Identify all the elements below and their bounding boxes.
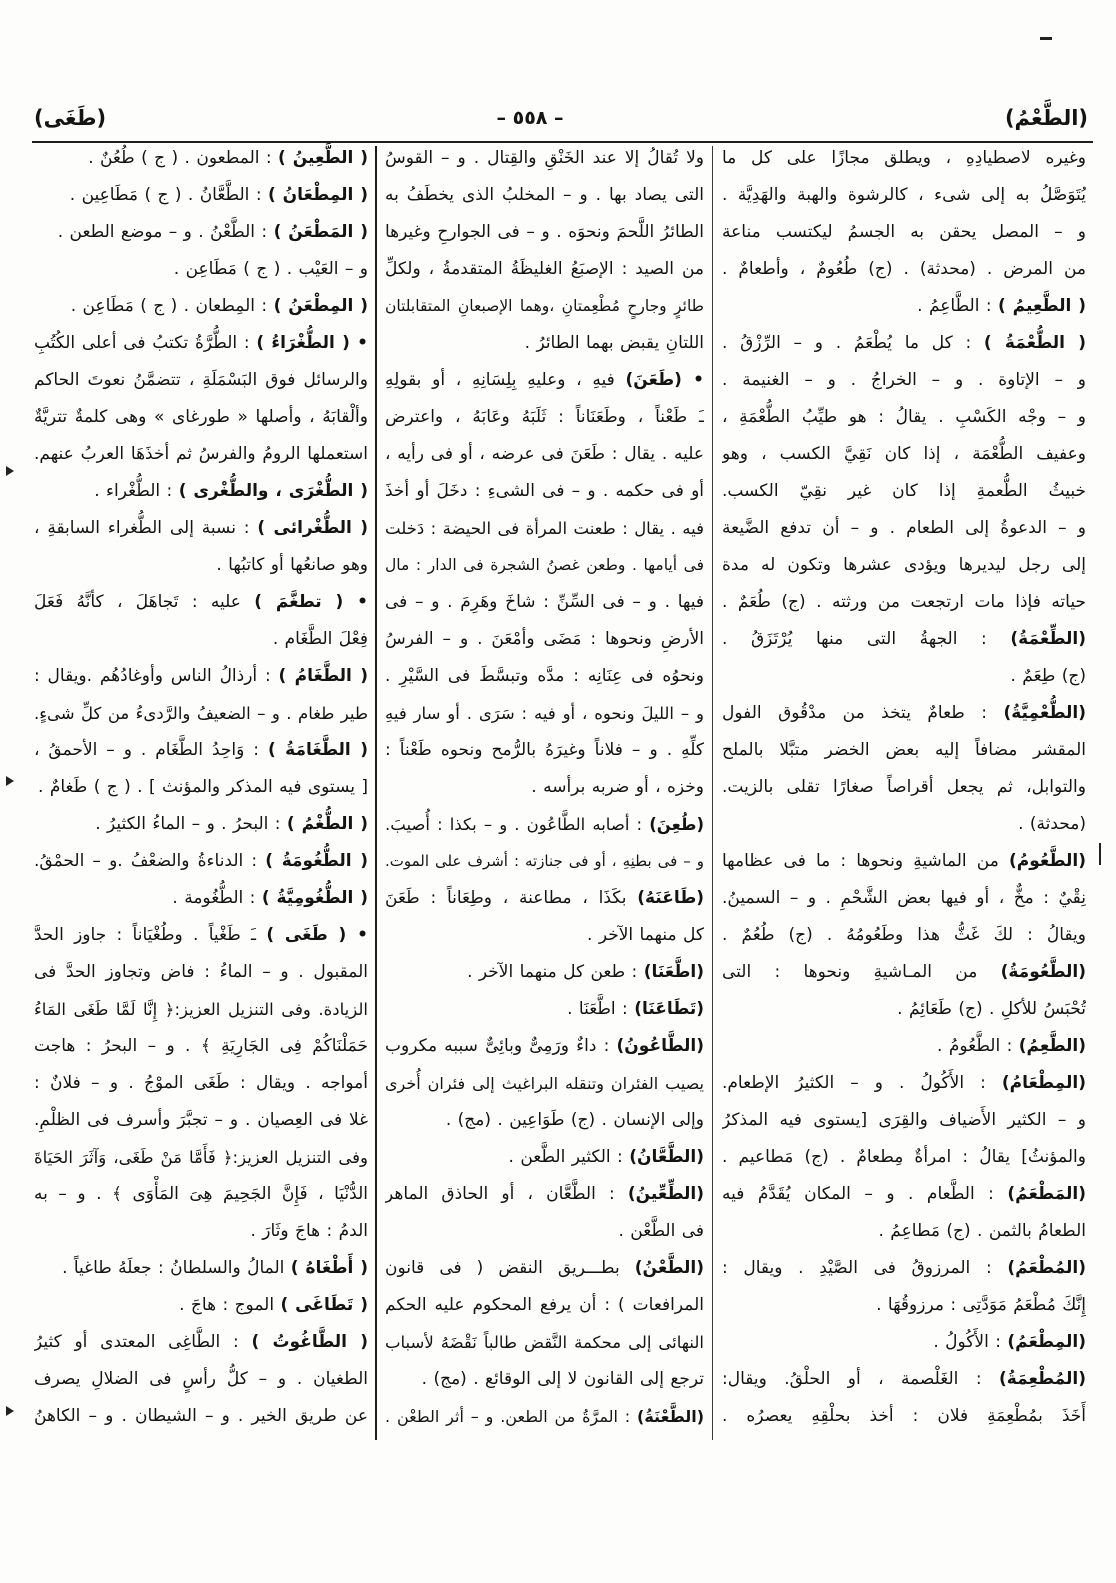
headword: (الطَّعْنَةُ) [637,1407,704,1426]
scan-mark [6,466,14,476]
text-line: والمؤنثُ] يقالُ : امرأةٌ مِطعامٌ . (ج) مَطاعيم . [722,1147,1086,1167]
text-line: غلا فى العِصيان . و – تجبَّرَ وأسرف فى الظلْمِ. [34,1110,368,1130]
headword: ( المَطْعَنُ ) [273,222,368,242]
headword: (الطَّاعُونُ) [616,1036,704,1056]
headword: ( الطُّغْمُ ) [286,814,368,834]
text-line: (المُطْعِمَةُ) : الغَلْصمة ، أو الحلْقُ. ويقال: [722,1369,1086,1389]
text-line: عليه . يقال : طَعَنَ فى عرضه ، أو فى رأيه ، [385,444,704,464]
guide-word-left: (طَغَى) [34,106,107,130]
text-line: (طُعِنَ) : أصابه الطَّاعُون . و – بكذا : أُصيبَ. [385,815,704,834]
headword: • ( الطُّغْرَاءُ ) [256,333,368,353]
text-line: ( الطُّغُومِيَّةُ ) : الطُّغُومة . [172,888,368,908]
headword: ( الطُّغُومَةُ ) [265,851,368,871]
column-left [34,140,368,1440]
headword: (المُطْعِمَةُ) [998,1369,1086,1389]
headword: ( الطَّغَامُ ) [278,666,368,686]
headword: (الطَّعْنُ) [634,1258,704,1278]
text-line: و – الليلَ ونحوه ، أو فيه : سَرَى . أو سار فيهِ [385,704,704,723]
headword: (المِطْعَامُ) [1001,1073,1086,1093]
text-line: ( المِطْعَانُ ) : الطَّعَّانُ . ( ج ) مَطَاعِين . [69,185,368,205]
text-line: والرسائل فوق البَسْمَلَةِ ، تتضمَّنُ نعوتَ الحاكم [34,370,368,390]
text-line: (الطِّعْمَةُ) : الجهةُ التى منها يُرْتَزَقُ . [722,629,1086,649]
text-line: المقشر مضافاً إليه بعض الخضر متبَّلا بالملح [722,740,1086,760]
headword: (الطَّعُومُ) [1008,851,1086,871]
text-line: وعفيف الطُّعْمَة ، إذا كان نَقِيَّ الكسب ، وهو [722,444,1086,464]
text-line: ونحوُه فى عِنَانِه : مدَّه وتبسَّطَ فى السَّيْرِ . [385,666,704,686]
text-line: ( المَطْعَنُ ) : الطَّعْنُ . و – موضع الطعن . [57,222,368,242]
text-line: ـَ طَعْناً ، وطَعَنَاناً : ثَلَبَهُ وعَابَهُ ، واعترض [385,407,704,427]
headword: (تَطَاعَنَا) [634,999,704,1019]
headword: (الطُّعْمِيَّةُ) [1003,703,1086,723]
text-line: المقبول . و – الماءُ : فاض وتجاوز الحدَّ فى [34,962,368,982]
text-line: (الطَّعُومُ) من الماشيةِ ونحوها : ما فى عظامها [722,851,1086,871]
text-line: (الطَّعِمُ) : الطَّعُومُ . [937,1036,1086,1056]
headword: ( أَطْغَاهُ ) [290,1258,368,1278]
headword: ( الطَّعِيمُ ) [997,296,1086,316]
text-line: ( الطَّعِينُ ) : المطعون . ( ج ) طُعُنٌ . [88,148,368,168]
text-line: أَخَذَ بمُطْعِمَةِ فلان : أخذ بحلْقِهِ يعصرُه . [722,1406,1086,1426]
headword: ( تَطَاغَى ) [280,1295,368,1315]
headword: ( الطَّغَامَةُ ) [267,740,368,760]
headword: (الطَّعِمُ) [1018,1036,1086,1056]
headword: ( المِطْعَنُ ) [273,296,368,316]
text-line: الدمُ : هاجَ وثَارَ . [250,1221,368,1241]
text-line: (الطِّعِّينُ) : الطَّعَّان ، أو الحاذق الماهر [385,1184,704,1204]
page-number: – ٥٥٨ – [496,107,564,129]
text-line: أمواجه . ويقال : طَغَى الموْجُ . و – فلانٌ : [34,1073,368,1093]
column-divider [375,146,377,1440]
text-line: أو فى حكمه . و – فى الشىءِ : دخَلَ أو أخذَ [385,481,704,501]
text-line: من الصيد : الإصبَعُ الغليظَةُ المتقدمةُ ، ولكلِّ [385,259,704,279]
headword: (الطِّعْمَةُ) [1010,629,1086,649]
text-line: (ج) طِعَمٌ . [1010,666,1086,686]
headword: ( الطُّغُومِيَّةُ ) [261,888,368,908]
scan-mark [1099,843,1101,865]
text-line: فيه . يقال : طعنت المرأة فى الحيضة : دَخلت [385,519,704,538]
text-line: ( الطُّعْمَةُ ) : كل ما يُطْعَمُ . و – الرِّزْقُ . [722,333,1086,353]
headword: ( المِطْعَانُ ) [267,185,368,205]
text-line: وإلى الإنسان . (ج) طَوَاعِين . (مج) . [445,1110,704,1130]
text-line: وفى التنزيل العزيز:﴿ فَأَمَّا مَنْ طَغَى، وَآثَرَ الحَيَاةَ [34,1148,368,1167]
text-line: ( الطُّغْمُ ) : البحرُ . و – الماءُ الكثيرُ . [95,814,368,834]
text-line: الزيادة. وفى التنزيل العزيز:﴿ إِنَّا لَمَّا طَغَى المَاءُ [34,1000,368,1019]
text-line: (طَاعَنَهُ) بكَذَا ، مطاعنة ، وطِعَاناً : طَعَنَ [385,888,704,908]
text-line: كل منهما الآخر . [587,925,704,945]
text-line: استعملها الرومُ والفرسُ ثم أخذَهَا العربُ عنهم. [34,444,368,464]
text-line: وهو صانعُها أو كاتبُها . [216,555,368,575]
text-line: وخزه ، أو ضربه برأسه . [531,777,704,797]
text-line: الدُّنْيَا ، فَإِنَّ الجَحِيمَ هِىَ المَأْوَى ﴾ . و – به [34,1184,368,1204]
text-line: • (طَعَنَ) فيهِ ، وعليهِ بِلِسَانِهِ ، أو بقولِهِ [385,370,704,390]
column-right [722,140,1086,1440]
text-line: طير طغام . و – الضعيفُ والرَّدىءُ من كلِّ شىءٍ. [34,704,368,723]
headword: (طُعِنَ) [649,815,704,834]
text-line: (اطَّعَنَا) : طعن كل منهما الآخر . [467,962,704,982]
text-line: • ( طَغَى ) ـَ طَغْياً . وطُغْيَاناً : جاوز الحدَّ [34,925,368,945]
headword: ( الطُّعْمَةُ ) [983,333,1086,353]
text-line: إلى رجل ليديرها ويؤدى عشرها وتكون له مدة [722,555,1086,575]
text-line: ( الطَّاغُوتُ ) : الطَّاغِى المعتدى أو كثيرُ [34,1332,368,1352]
text-line: (الطَّعَّانُ) : الكثير الطَّعن . [508,1147,704,1167]
text-line: و – فى بطنِهِ ، أو فى جنازته : أشرف على الموت. [385,852,704,870]
text-line: فى أيامها . وطعن غصنُ الشجرة فى الدار : مال [385,556,704,574]
headword: ( الطُّغْرائى ) [257,518,368,538]
text-line: حَمَلْنَاكُمْ فِى الجَارِيَةِ ﴾ . و – البحرُ : هاجت [34,1036,368,1056]
text-line: (المُطْعَمُ) : المرزوقُ فى الصَّيْدِ . ويقال : [722,1258,1086,1278]
text-line: يُتَوَصَّلُ به إلى شىء ، كالرشوة والهبة والهَدِيَّة . [722,185,1086,205]
text-line: (محدثة) . [1018,814,1086,834]
text-line: (المِطْعَمُ) : الأَكُولُ . [933,1332,1086,1352]
text-line: نِقْيٌ : مخٌّ ، أو فيها بعض الشَّحْمِ . و – السمينُ. [722,888,1086,908]
text-line: من المرض . (محدثة) . (ج) طُعُومٌ ، وأطعامٌ . [722,259,1086,279]
text-line: (المَطْعَمُ) : الطَّعام . و – المكان يُقَدَّمُ فيه [722,1184,1086,1204]
headword: (المَطْعَمُ) [1007,1184,1086,1204]
text-line: الأرضِ ونحوها : مَضَى وأمْعَنَ . و – الفرسُ [385,629,704,649]
text-line: تُحْبَسُ للأكلِ . (ج) طَعَائِمُ . [897,999,1086,1019]
text-line: اللتانِ يقبض بهما الطائرُ . [524,333,704,353]
headword: (الطِّعِّينُ) [627,1184,704,1204]
text-line: ويقالُ : لكَ غَثُّ هذا وطَعُومُهُ . (ج) طُعُمٌ . [722,925,1086,945]
text-line: • ( الطُّغْرَاءُ ) : الطُّرَّةُ تكتبُ فى أعلى الكُتُبِ [34,333,368,353]
text-line: والتوابل، ثم يجعل أقراصاً صغارًا تقلى بالزيت. [722,777,1086,797]
text-line: ( الطُّغُومَةُ ) : الدناءةُ والضعْفُ .و – الحمْقُ. [34,851,368,871]
headword: ( الطَّعِينُ ) [278,148,368,168]
text-line: ( الطَّغَامَةُ ) : وَاحِدُ الطَّغَام . و – الأحمقُ ، [34,740,368,760]
text-line: الطعامُ بالثمن . (ج) مَطاعِمُ . [878,1221,1086,1241]
text-line: الطائرُ اللَّحمَ ونحوَه . و – فى الجوارحِ وغيرها [385,222,704,242]
headword: (الطَّعُومَةُ) [1000,962,1086,982]
text-line: طائرٍ وجارحٍ مُطْعِمتانِ ،وهما الإصبعانِ المتقابلتان [385,297,704,315]
headword: (طَاعَنَهُ) [637,888,704,908]
text-line: و – المصل يحقن به الجسمُ ليكتسب مناعة [722,222,1086,242]
headword: • ( تطغَّمَ ) [254,592,368,612]
text-line: • ( تطغَّمَ ) عليه : تَجاهَلَ ، كأنَّهُ فَعَلَ [34,592,368,612]
text-line: ولا تُقالُ إلا عند الخَنْقِ والقِتال . و – القوسُ [385,148,704,168]
text-line: النهائى إلى محكمة النَّقض طالباً نَقْضَهُ لأسباب [385,1333,704,1352]
text-line: خبيثُ الطُّعمةِ إذا كان غير نقِيّ الكسب. [722,481,1086,501]
text-line: ( الطُّغْرائى ) : نسبة إلى الطُّغراء السابقةِ ، [34,518,368,538]
text-line: (المِطْعَامُ) : الأَكُولُ . و – الكثيرُ الإطعام. [722,1073,1086,1093]
text-line: و – الكثير الأَضياف والقِرَى [يستوى فيه المذكرُ [722,1110,1086,1130]
headword: ( الطَّاغُوتُ ) [251,1332,368,1352]
text-line: ( الطُّغْرَى ، والطُّغْرى ) : الطُّغْراء . [94,481,368,501]
text-line: (تَطَاعَنَا) : اطَّعَنَا . [567,999,704,1019]
headword: (المِطْعَمُ) [1007,1332,1086,1352]
text-line: و – وجْه الكَسْبِ . يقالُ : هو طيِّبُ الطُّعْمَةِ ، [722,407,1086,427]
text-line: الطغيان . و – كلُّ رأسٍ فى الضلالِ يصرف [34,1369,368,1389]
text-line: و – العَيْب . ( ج ) مَطَاعِن . [173,259,368,279]
text-line: ( أَطْغَاهُ ) المالُ والسلطانُ : جعلَهُ طاغياً . [62,1258,368,1278]
headword: • (طَعَنَ) [625,370,704,390]
text-line: (الطَّعْنَةُ) : المرَّةُ من الطعن. و – أثر الطعْن . [385,1407,704,1426]
text-line: التى يصاد بها . و – المخلبُ الذى يخطَفُ به [385,185,704,205]
text-line: ( المِطْعَنُ ) : المِطعان . ( ج ) مَطَاعِن . [70,296,368,316]
text-line: (الطَّاعُونُ) : داءٌ ورَمِىٌّ وبائِىٌّ سببه مكروب [385,1036,704,1056]
guide-word-right: (الطَّعْمُ) [1004,106,1088,130]
text-line: عن طريق الخير . و – الشيطان . و – الكاهنُ [34,1406,368,1426]
text-line: (الطَّعْنُ) بطـــريق النقض ( فى قانون [385,1258,704,1278]
scan-mark [6,776,14,786]
text-line: فِعْلَ الطَّغَام . [272,629,368,649]
text-line: ( الطَّغَامُ ) : أرذالُ الناس وأوغادُهُم .ويقال : [34,666,368,686]
text-line: وألْقابَهُ ، وأصلها « طورغاى » وهى كلمةٌ تتريَّةٌ [34,407,368,427]
text-line: إِنَّكَ مُطْعَمُ مَوَدَّتِى : مرزوقُهَا . [876,1295,1086,1315]
column-middle [385,140,704,1440]
text-line: (الطَّعُومَةُ) من المـاشيةِ ونحوها : التى [722,962,1086,982]
column-divider [712,146,713,1440]
text-line: فى الطَّعْن . [618,1221,704,1241]
text-line: [ يستوى فيه المذكر والمؤنث ] . ( ج ) طَغامٌ . [38,777,368,797]
text-line: وغيره لاصطيادِهِ ، ويطلق مجازًا على كل ما [722,148,1086,168]
text-line: ترجع إلى القانون لا إلى الوقائع . (مج) . [421,1369,704,1389]
headword: (اطَّعَنَا) [643,962,704,982]
text-line: كلِّهِ . و – فلاناً وغيرَهُ بالرُّمح ونحوه طَعْناً : [385,740,704,760]
headword: • ( طَغَى ) [266,925,368,945]
text-line: يصيب الفئران وتنقله البراغيث إلى فئران أُخرى [385,1074,704,1093]
headword: (المُطْعَمُ) [1007,1258,1086,1278]
text-line: (الطُّعْمِيَّةُ) : طعامٌ يتخذ من مدْقُوق الفول [722,703,1086,723]
headword: ( الطُّغْرَى ، والطُّغْرى ) [178,481,368,501]
text-line: فيها . و – فى السِّنِّ : شاخَ وهَرِمَ . و – فى [385,592,704,612]
headword: (الطَّعَّانُ) [629,1147,704,1167]
scan-mark [6,1406,14,1416]
text-line: حياته فإذا مات ارتجعت من ورثته . (ج) طُعَمٌ . [722,592,1086,612]
text-line: ( الطَّعِيمُ ) : الطَّاعِمُ . [917,296,1086,316]
text-line: و – الإتاوة . و – الخراجُ . و – الغنيمة . [722,370,1086,390]
scan-mark [1040,37,1052,40]
text-line: و – الدعوةُ إلى الطعام . و – أن تدفع الضَّيعة [722,518,1086,538]
text-line: المرافعات ) : أن يرفع المحكوم عليه الحكم [385,1295,704,1315]
text-line: ( تَطَاغَى ) الموج : هاجَ . [179,1295,368,1315]
